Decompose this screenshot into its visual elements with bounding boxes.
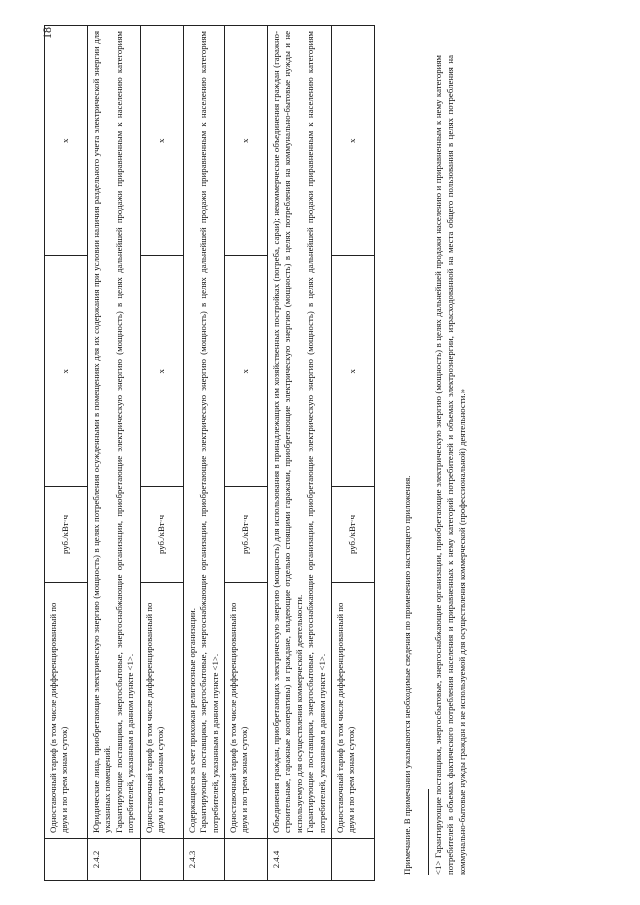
- value-cell: x: [140, 26, 183, 257]
- section-text: Содержащиеся за счет прихожан религиозные организации.: [186, 608, 197, 833]
- unit-cell: руб./кВт·ч: [224, 487, 267, 583]
- tariff-name: Одноставочный тариф (в том числе дифференцированный по двум и по трем зонам суток): [332, 583, 375, 839]
- value-cell: x: [332, 26, 375, 257]
- tariff-table: [44, 25, 375, 881]
- section-text: Юридические лица, приобретающие электрическую энергию (мощность) в целях потребления осужденными в помещениях для их содержания при условии наличия раздельного учета электрической энергии для указанных помещений.: [91, 31, 113, 833]
- row-number: [224, 839, 267, 881]
- tariff-name: Одноставочный тариф (в том числе дифференцированный по двум и по трем зонам суток): [224, 583, 267, 839]
- value-cell: x: [224, 256, 267, 487]
- value-cell: x: [45, 26, 88, 257]
- page-number: 18: [40, 27, 54, 39]
- table-row: [140, 26, 183, 881]
- section-text: Гарантирующие поставщики, энергосбытовые, энергоснабжающие организации, приобретающие электрическую энергию (мощность) в целях дальнейшей продажи приравненным к населению категориям потребителей, указанным в данном пункте <1>.: [198, 31, 220, 833]
- table-row: [267, 26, 331, 881]
- footnote-text: <1> Гарантирующие поставщики, энергосбытовые, энергоснабжающие организации, приобретающие электрическую энергию (мощность) в целях дальнейшей продажи населению и приравненным к нему категориям потребителей в объемах фактического потребления населения и приравненных к нему категорий потребителей и объемах электроэнергии, израсходованной на места общего пользования в целях потребления на коммунально-бытовые нужды граждан и не используемой для осуществления коммерческой (профессиональной) деятельности.»: [432, 55, 467, 875]
- section-description: [267, 26, 331, 839]
- section-description: [88, 26, 141, 839]
- row-number: 2.4.2: [88, 839, 141, 881]
- row-number: [45, 839, 88, 881]
- table-row: [45, 26, 88, 881]
- tariff-name: Одноставочный тариф (в том числе дифференцированный по двум и по трем зонам суток): [140, 583, 183, 839]
- row-number: 2.4.4: [267, 839, 331, 881]
- value-cell: x: [140, 256, 183, 487]
- section-description: [183, 26, 224, 839]
- table-row: [224, 26, 267, 881]
- section-text: Гарантирующие поставщики, энергосбытовые, энергоснабжающие организации, приобретающие электрическую энергию (мощность) в целях дальнейшей продажи приравненным к населению категориям потребителей, указанным в данном пункте <1>.: [113, 31, 136, 833]
- notes-block: [402, 55, 469, 875]
- value-cell: x: [45, 256, 88, 487]
- unit-cell: руб./кВт·ч: [45, 487, 88, 583]
- table-row: [88, 26, 141, 881]
- footnote-separator: [428, 789, 429, 875]
- table-row: [183, 26, 224, 881]
- section-text: Гарантирующие поставщики, энергосбытовые, энергоснабжающие организации, приобретающие электрическую энергию (мощность) в целях дальнейшей продажи приравненным к населению категориям потребителей, указанным в данном пункте <1>.: [305, 31, 327, 833]
- row-number: [140, 839, 183, 881]
- row-number: 2.4.3: [183, 839, 224, 881]
- row-number: [332, 839, 375, 881]
- unit-cell: руб./кВт·ч: [332, 487, 375, 583]
- unit-cell: руб./кВт·ч: [140, 487, 183, 583]
- value-cell: x: [332, 256, 375, 487]
- section-text: Объединения граждан, приобретающих электрическую энергию (мощность) для использования в принадлежащих им хозяйственных постройках (погреба, сараи); некоммерческие объединения граждан (гаражно-строительные, гаражные кооперативы) и граждане, владеющие отдельно стоящими гаражами, приобретающие электрическую энергию (мощность) в целях потребления на коммунально-бытовые нужды и не используемую для осуществления коммерческой деятельности.: [270, 31, 304, 833]
- note-text: Примечание. В примечании указываются необходимые сведения по применению настоящего приложения.: [402, 475, 412, 875]
- tariff-name: Одноставочный тариф (в том числе дифференцированный по двум и по трем зонам суток): [45, 583, 88, 839]
- table-row: [332, 26, 375, 881]
- value-cell: x: [224, 26, 267, 257]
